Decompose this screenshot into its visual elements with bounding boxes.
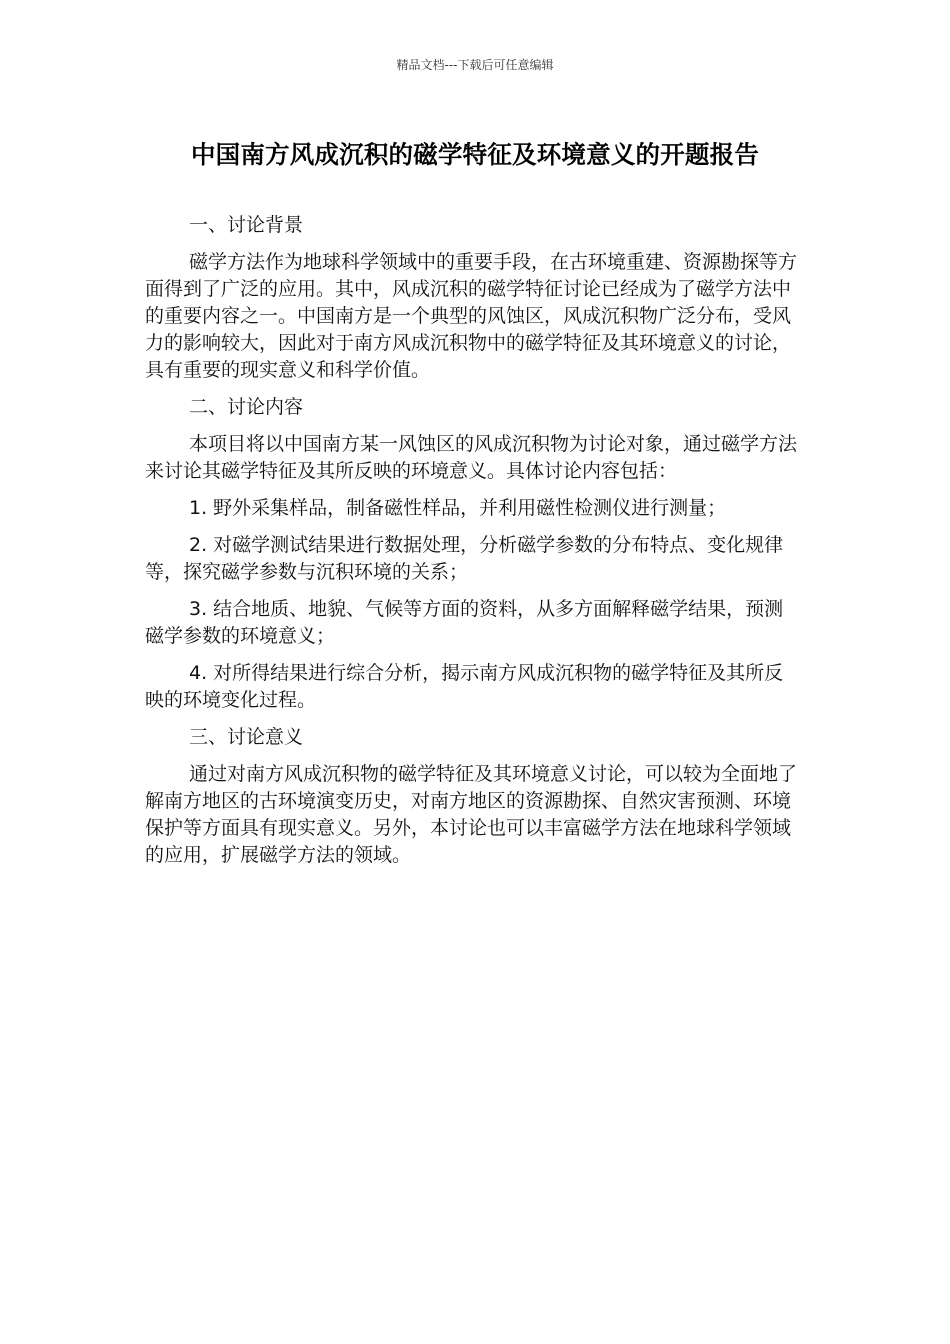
section-heading: 二、讨论内容 [189, 396, 304, 418]
document-title: 中国南方风成沉积的磁学特征及环境意义的开题报告 [190, 140, 760, 169]
page-header: 精品文档---下载后可任意编辑 [396, 58, 554, 72]
list-item: 3. 结合地质、地貌、气候等方面的资料，从多方面解释磁学结果，预测磁学参数的环境意义； [145, 598, 784, 647]
paragraph: 通过对南方风成沉积物的磁学特征及其环境意义讨论，可以较为全面地了解南方地区的古环境演变历史，对南方地区的资源勘探、自然灾害预测、环境保护等方面具有现实意义。另外，本讨论也可以丰富磁学方法在地球科学领域的应用，扩展磁学方法的领域。 [145, 763, 798, 866]
paragraph: 磁学方法作为地球科学领域中的重要手段，在古环境重建、资源勘探等方面得到了广泛的应用。其中，风成沉积的磁学特征讨论已经成为了磁学方法中的重要内容之一。中国南方是一个典型的风蚀区，风成沉积物广泛分布，受风力的影响较大，因此对于南方风成沉积物中的磁学特征及其环境意义的讨论，具有重要的现实意义和科学价值。 [145, 251, 798, 381]
list-item: 4. 对所得结果进行综合分析，揭示南方风成沉积物的磁学特征及其所反映的环境变化过程。 [145, 662, 784, 711]
section-background [145, 212, 801, 384]
paragraph: 本项目将以中国南方某一风蚀区的风成沉积物为讨论对象，通过磁学方法来讨论其磁学特征及其所反映的环境意义。具体讨论内容包括： [145, 433, 798, 482]
section-heading: 一、讨论背景 [189, 214, 304, 236]
list-item: 1. 野外采集样品，制备磁性样品，并利用磁性检测仪进行测量； [189, 497, 727, 519]
document-body [145, 212, 801, 879]
list-item: 2. 对磁学测试结果进行数据处理，分析磁学参数的分布特点、变化规律等，探究磁学参数与沉积环境的关系； [145, 534, 784, 583]
section-heading: 三、讨论意义 [189, 726, 304, 748]
section-significance [145, 724, 801, 869]
section-content [145, 394, 801, 714]
